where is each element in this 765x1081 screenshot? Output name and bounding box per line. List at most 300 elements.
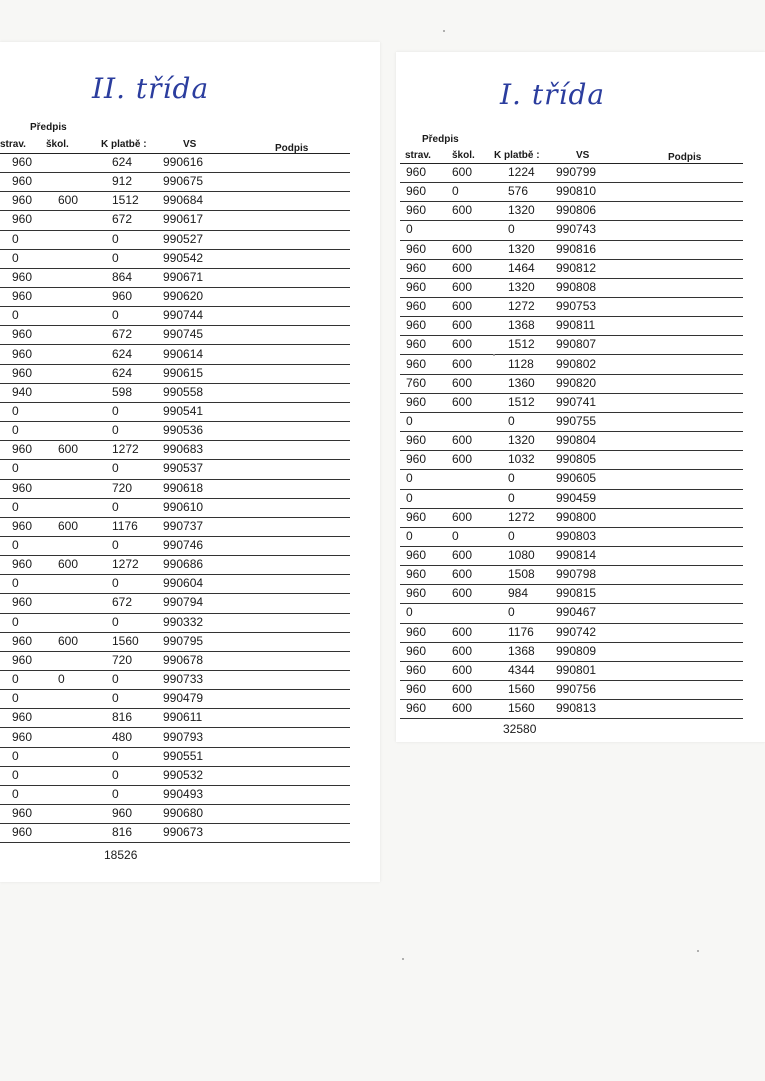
table-row <box>0 250 350 269</box>
cell-strav: 0 <box>406 413 413 428</box>
cell-k-platbe: 1272 <box>508 509 535 524</box>
cell-skol: 600 <box>58 193 79 208</box>
cell-strav: 960 <box>12 193 33 208</box>
cell-vs: 990805 <box>556 452 597 467</box>
cell-k-platbe: 480 <box>112 729 133 744</box>
cell-strav: 960 <box>406 682 427 697</box>
cell-k-platbe: 0 <box>112 403 119 418</box>
table-row <box>400 566 743 585</box>
table-row <box>0 403 350 422</box>
cell-vs: 990802 <box>556 356 597 371</box>
cell-strav: 960 <box>406 279 427 294</box>
cell-strav: 960 <box>406 203 427 218</box>
cell-skol: 600 <box>452 356 473 371</box>
cell-strav: 960 <box>12 825 33 840</box>
cell-k-platbe: 0 <box>112 461 119 476</box>
table-row <box>400 356 743 375</box>
cell-strav: 960 <box>12 212 33 227</box>
table-row <box>0 652 350 671</box>
cell-strav: 0 <box>12 614 19 629</box>
cell-strav: 960 <box>406 509 427 524</box>
table-row <box>0 499 350 518</box>
cell-strav: 960 <box>406 624 427 639</box>
cell-vs: 990815 <box>556 586 597 601</box>
cell-k-platbe: 1272 <box>508 299 535 314</box>
cell-strav: 960 <box>12 327 33 342</box>
table-row <box>0 575 350 594</box>
cell-vs: 990798 <box>556 567 597 582</box>
cell-strav: 960 <box>12 442 33 457</box>
cell-vs: 990678 <box>163 652 204 667</box>
table-row <box>0 288 350 307</box>
cell-strav: 960 <box>12 652 33 667</box>
cell-vs: 990741 <box>556 394 597 409</box>
cell-k-platbe: 0 <box>112 672 119 687</box>
cell-skol: 600 <box>452 318 473 333</box>
table-row <box>0 537 350 556</box>
cell-vs: 990620 <box>163 289 204 304</box>
scan-speck <box>493 354 495 356</box>
table-row <box>0 269 350 288</box>
cell-k-platbe: 1128 <box>508 356 534 371</box>
table-row <box>400 241 743 260</box>
cell-k-platbe: 1320 <box>508 279 535 294</box>
cell-skol: 600 <box>452 299 473 314</box>
table-row <box>400 700 743 719</box>
cell-strav: 960 <box>12 518 33 533</box>
cell-skol: 600 <box>452 337 473 352</box>
table-row <box>0 460 350 479</box>
cell-vs: 990733 <box>163 672 204 687</box>
cell-skol: 600 <box>452 260 473 275</box>
cell-k-platbe: 576 <box>508 184 529 199</box>
cell-strav: 960 <box>406 184 427 199</box>
cell-vs: 990753 <box>556 299 597 314</box>
cell-vs: 990332 <box>163 614 204 629</box>
table-row <box>0 192 350 211</box>
cell-skol: 600 <box>452 624 473 639</box>
header-podpis-right: Podpis <box>668 152 702 163</box>
cell-vs: 990680 <box>163 806 204 821</box>
cell-k-platbe: 1176 <box>112 518 138 533</box>
cell-skol: 0 <box>452 528 459 543</box>
table-row <box>0 805 350 824</box>
table-row <box>0 729 350 748</box>
cell-k-platbe: 0 <box>112 786 119 801</box>
cell-strav: 0 <box>12 403 19 418</box>
cell-strav: 0 <box>406 222 413 237</box>
cell-k-platbe: 1368 <box>508 643 535 658</box>
cell-k-platbe: 720 <box>112 480 133 495</box>
table-row <box>0 709 350 728</box>
table-row <box>400 298 743 317</box>
cell-k-platbe: 598 <box>112 384 133 399</box>
cell-strav: 0 <box>406 471 413 486</box>
cell-vs: 990806 <box>556 203 597 218</box>
cell-k-platbe: 624 <box>112 365 133 380</box>
table-row <box>0 211 350 230</box>
table-row <box>0 518 350 537</box>
table-row <box>0 671 350 690</box>
cell-skol: 600 <box>58 633 79 648</box>
cell-k-platbe: 1224 <box>508 165 535 179</box>
cell-k-platbe: 1176 <box>508 624 534 639</box>
cell-vs: 990536 <box>163 423 204 438</box>
cell-vs: 990537 <box>163 461 204 476</box>
cell-vs: 990605 <box>556 471 597 486</box>
cell-strav: 960 <box>12 595 33 610</box>
cell-strav: 0 <box>406 528 413 543</box>
header-strav-right: strav. <box>405 150 431 161</box>
cell-vs: 990459 <box>556 490 597 505</box>
cell-vs: 990744 <box>163 308 204 323</box>
cell-vs: 990820 <box>556 375 597 390</box>
table-row <box>0 173 350 192</box>
table-row <box>0 231 350 250</box>
cell-k-platbe: 0 <box>508 490 515 505</box>
total-left: 18526 <box>104 848 138 862</box>
cell-vs: 990671 <box>163 269 204 284</box>
cell-k-platbe: 1272 <box>112 442 139 457</box>
cell-skol: 600 <box>452 241 473 256</box>
cell-strav: 960 <box>12 557 33 572</box>
cell-k-platbe: 0 <box>112 576 119 591</box>
table-row <box>0 154 350 173</box>
cell-skol: 600 <box>452 375 473 390</box>
class-label-left: II. třída <box>92 72 210 105</box>
cell-skol: 600 <box>452 643 473 658</box>
cell-vs: 990746 <box>163 538 204 552</box>
cell-strav: 960 <box>12 710 33 725</box>
table-row <box>400 624 743 643</box>
cell-skol: 0 <box>452 184 459 199</box>
cell-k-platbe: 1032 <box>508 452 535 467</box>
cell-vs: 990813 <box>556 701 597 716</box>
header-podpis-left: Podpis <box>275 143 309 154</box>
cell-vs: 990532 <box>163 767 204 782</box>
table-row <box>400 260 743 279</box>
header-k-platbe-right: K platbě : <box>494 150 540 161</box>
cell-k-platbe: 0 <box>112 308 119 323</box>
cell-vs: 990756 <box>556 682 597 697</box>
table-row <box>400 547 743 566</box>
cell-k-platbe: 0 <box>112 748 119 763</box>
cell-strav: 0 <box>12 538 19 552</box>
cell-k-platbe: 672 <box>112 212 133 227</box>
cell-skol: 600 <box>452 433 473 448</box>
table-row <box>400 509 743 528</box>
cell-k-platbe: 960 <box>112 806 133 821</box>
cell-vs: 990610 <box>163 499 204 514</box>
cell-vs: 990800 <box>556 509 597 524</box>
table-row <box>400 202 743 221</box>
cell-strav: 960 <box>12 729 33 744</box>
cell-vs: 990673 <box>163 825 204 840</box>
cell-vs: 990611 <box>163 710 203 725</box>
cell-skol: 600 <box>58 557 79 572</box>
cell-strav: 0 <box>12 423 19 438</box>
cell-k-platbe: 816 <box>112 710 133 725</box>
cell-skol: 600 <box>452 165 473 179</box>
cell-vs: 990604 <box>163 576 204 591</box>
table-row <box>0 346 350 365</box>
cell-vs: 990799 <box>556 165 597 179</box>
table-row <box>0 384 350 403</box>
cell-strav: 960 <box>12 633 33 648</box>
table-row <box>0 633 350 652</box>
cell-strav: 0 <box>12 250 19 265</box>
cell-k-platbe: 0 <box>112 423 119 438</box>
cell-vs: 990742 <box>556 624 597 639</box>
cell-strav: 960 <box>406 394 427 409</box>
table-row <box>0 480 350 499</box>
scan-speck <box>402 958 404 960</box>
table-row <box>400 336 743 355</box>
cell-strav: 960 <box>406 567 427 582</box>
cell-skol: 600 <box>58 442 79 457</box>
cell-vs: 990807 <box>556 337 597 352</box>
cell-vs: 990615 <box>163 365 204 380</box>
cell-skol: 600 <box>452 548 473 562</box>
cell-k-platbe: 1560 <box>508 682 535 697</box>
cell-vs: 990755 <box>556 413 597 428</box>
table-row <box>400 528 743 547</box>
cell-strav: 960 <box>406 260 427 275</box>
row-rule <box>0 842 350 843</box>
cell-vs: 990794 <box>163 595 204 610</box>
cell-strav: 0 <box>12 672 19 687</box>
cell-strav: 960 <box>12 480 33 495</box>
table-row <box>0 326 350 345</box>
cell-strav: 960 <box>406 701 427 716</box>
table-row <box>0 786 350 805</box>
table-row <box>400 490 743 509</box>
cell-vs: 990793 <box>163 729 204 744</box>
cell-skol: 600 <box>452 567 473 582</box>
cell-k-platbe: 1464 <box>508 260 535 275</box>
cell-strav: 0 <box>406 490 413 505</box>
cell-k-platbe: 0 <box>112 231 119 246</box>
header-skol-left: škol. <box>46 139 69 150</box>
cell-vs: 990810 <box>556 184 597 199</box>
cell-vs: 990801 <box>556 662 597 677</box>
cell-skol: 600 <box>452 586 473 601</box>
cell-k-platbe: 1320 <box>508 433 535 448</box>
cell-strav: 0 <box>12 786 19 801</box>
cell-skol: 600 <box>452 203 473 218</box>
cell-strav: 940 <box>12 384 33 399</box>
cell-k-platbe: 0 <box>508 528 515 543</box>
cell-k-platbe: 960 <box>112 289 133 304</box>
cell-k-platbe: 1320 <box>508 241 535 256</box>
cell-vs: 990686 <box>163 557 204 572</box>
cell-vs: 990809 <box>556 643 597 658</box>
cell-skol: 600 <box>452 662 473 677</box>
cell-strav: 960 <box>12 174 33 189</box>
cell-k-platbe: 0 <box>112 614 119 629</box>
cell-k-platbe: 1320 <box>508 203 535 218</box>
total-right: 32580 <box>503 722 537 736</box>
table-row <box>0 365 350 384</box>
cell-k-platbe: 1512 <box>112 193 139 208</box>
cell-k-platbe: 1360 <box>508 375 535 390</box>
table-row <box>400 394 743 413</box>
cell-skol: 600 <box>452 452 473 467</box>
cell-strav: 960 <box>406 318 427 333</box>
cell-strav: 960 <box>406 662 427 677</box>
cell-strav: 960 <box>406 299 427 314</box>
cell-strav: 960 <box>12 289 33 304</box>
table-row <box>0 824 350 843</box>
table-row <box>400 470 743 489</box>
cell-vs: 990814 <box>556 548 597 562</box>
table-row <box>0 422 350 441</box>
table-row <box>400 413 743 432</box>
cell-strav: 960 <box>406 356 427 371</box>
cell-strav: 960 <box>406 241 427 256</box>
cell-vs: 990737 <box>163 518 204 533</box>
table-row <box>400 451 743 470</box>
cell-strav: 0 <box>12 748 19 763</box>
header-k-platbe-left: K platbě : <box>101 139 147 150</box>
cell-k-platbe: 1508 <box>508 567 535 582</box>
cell-vs: 990527 <box>163 231 204 246</box>
cell-skol: 600 <box>452 394 473 409</box>
cell-k-platbe: 0 <box>112 767 119 782</box>
cell-k-platbe: 1560 <box>112 633 139 648</box>
cell-strav: 0 <box>12 499 19 514</box>
cell-k-platbe: 1272 <box>112 557 139 572</box>
cell-strav: 960 <box>12 346 33 361</box>
cell-k-platbe: 672 <box>112 327 133 342</box>
cell-k-platbe: 0 <box>508 605 515 620</box>
cell-k-platbe: 0 <box>508 222 515 237</box>
cell-k-platbe: 1512 <box>508 337 535 352</box>
cell-k-platbe: 4344 <box>508 662 535 677</box>
cell-k-platbe: 816 <box>112 825 133 840</box>
table-row <box>400 375 743 394</box>
cell-vs: 990808 <box>556 279 597 294</box>
cell-vs: 990541 <box>163 403 204 418</box>
cell-vs: 990812 <box>556 260 597 275</box>
cell-k-platbe: 1368 <box>508 318 535 333</box>
cell-strav: 760 <box>406 375 427 390</box>
table-row <box>400 221 743 240</box>
table-row <box>0 441 350 460</box>
cell-k-platbe: 0 <box>112 691 119 706</box>
cell-strav: 960 <box>12 365 33 380</box>
cell-vs: 990467 <box>556 605 597 620</box>
cell-vs: 990745 <box>163 327 204 342</box>
cell-vs: 990804 <box>556 433 597 448</box>
cell-strav: 0 <box>12 308 19 323</box>
header-predpis-left: Předpis <box>30 122 67 133</box>
cell-strav: 960 <box>12 269 33 284</box>
cell-k-platbe: 672 <box>112 595 133 610</box>
table-row <box>400 585 743 604</box>
table-row <box>400 279 743 298</box>
cell-vs: 990542 <box>163 250 204 265</box>
table-row <box>400 432 743 451</box>
header-predpis-right: Předpis <box>422 134 459 145</box>
cell-k-platbe: 1512 <box>508 394 535 409</box>
cell-strav: 0 <box>406 605 413 620</box>
cell-vs: 990479 <box>163 691 204 706</box>
row-rule <box>400 718 743 719</box>
table-row <box>400 164 743 183</box>
table-row <box>0 594 350 613</box>
cell-skol: 600 <box>452 279 473 294</box>
cell-strav: 960 <box>406 337 427 352</box>
cell-k-platbe: 0 <box>508 471 515 486</box>
header-vs-left: VS <box>183 139 197 150</box>
cell-skol: 0 <box>58 672 65 687</box>
cell-strav: 960 <box>12 155 33 169</box>
cell-strav: 0 <box>12 461 19 476</box>
cell-vs: 990558 <box>163 384 204 399</box>
cell-k-platbe: 720 <box>112 652 133 667</box>
table-row <box>400 317 743 336</box>
cell-strav: 0 <box>12 231 19 246</box>
cell-k-platbe: 984 <box>508 586 529 601</box>
cell-strav: 960 <box>406 165 427 179</box>
cell-strav: 960 <box>406 548 427 562</box>
header-skol-right: škol. <box>452 150 475 161</box>
cell-vs: 990803 <box>556 528 597 543</box>
scan-speck <box>443 30 445 32</box>
header-strav-left: strav. <box>0 139 26 150</box>
cell-vs: 990493 <box>163 786 204 801</box>
class-label-right: I. třída <box>500 78 606 111</box>
cell-skol: 600 <box>452 682 473 697</box>
cell-vs: 990683 <box>163 442 204 457</box>
table-row <box>0 556 350 575</box>
cell-skol: 600 <box>452 509 473 524</box>
table-row <box>400 681 743 700</box>
cell-vs: 990618 <box>163 480 204 495</box>
cell-skol: 600 <box>58 518 79 533</box>
cell-strav: 0 <box>12 767 19 782</box>
cell-vs: 990743 <box>556 222 597 237</box>
cell-k-platbe: 1080 <box>508 548 535 562</box>
cell-vs: 990551 <box>163 748 204 763</box>
cell-vs: 990614 <box>163 346 204 361</box>
table-row <box>400 662 743 681</box>
table-row <box>0 307 350 326</box>
cell-vs: 990795 <box>163 633 204 648</box>
cell-k-platbe: 0 <box>112 499 119 514</box>
cell-vs: 990684 <box>163 193 204 208</box>
cell-strav: 960 <box>406 643 427 658</box>
cell-vs: 990675 <box>163 174 204 189</box>
cell-skol: 600 <box>452 701 473 716</box>
cell-vs: 990811 <box>556 318 596 333</box>
cell-k-platbe: 912 <box>112 174 133 189</box>
cell-k-platbe: 0 <box>112 538 119 552</box>
table-row <box>400 604 743 623</box>
header-vs-right: VS <box>576 150 590 161</box>
table-row <box>0 614 350 633</box>
cell-k-platbe: 864 <box>112 269 133 284</box>
cell-strav: 960 <box>406 586 427 601</box>
cell-strav: 960 <box>406 433 427 448</box>
cell-vs: 990816 <box>556 241 597 256</box>
table-row <box>0 767 350 786</box>
table-row <box>400 643 743 662</box>
cell-k-platbe: 624 <box>112 346 133 361</box>
scan-speck <box>697 950 699 952</box>
cell-strav: 960 <box>12 806 33 821</box>
